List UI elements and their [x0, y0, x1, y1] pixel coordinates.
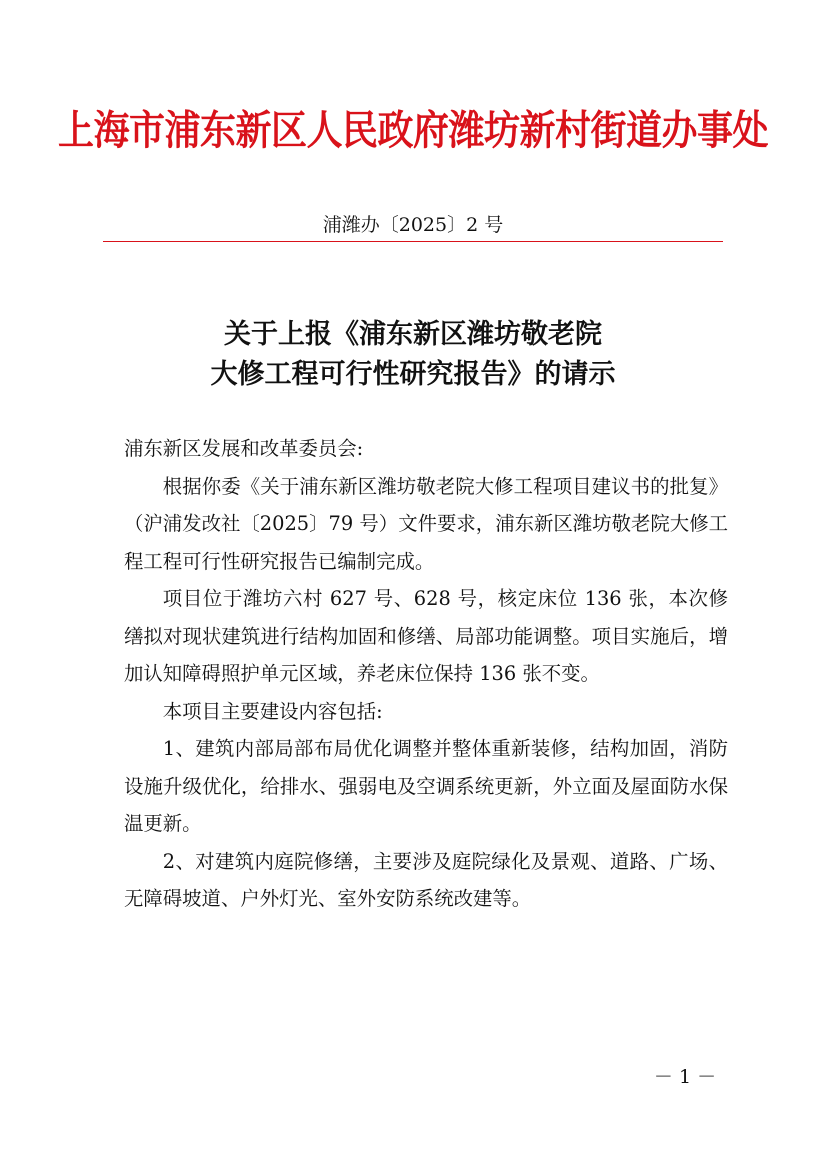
issuing-organization-header: 上海市浦东新区人民政府潍坊新村街道办事处: [57, 107, 768, 155]
red-separator-line: [103, 241, 723, 242]
title-line-1: 关于上报《浦东新区潍坊敬老院: [224, 319, 602, 350]
title-line-2: 大修工程可行性研究报告》的请示: [210, 359, 616, 390]
document-title: [0, 315, 826, 395]
body-paragraph-3: 本项目主要建设内容包括:: [162, 699, 383, 723]
body-paragraph-1: 根据你委《关于浦东新区潍坊敬老院大修工程项目建议书的批复》（沪浦发改社〔2025〕79 号）文件要求，浦东新区潍坊敬老院大修工程工程可行性研究报告已编制完成。: [124, 474, 728, 573]
body-paragraph-5: 2、对建筑内庭院修缮，主要涉及庭院绿化及景观、道路、广场、无障碍坡道、户外灯光、室外安防系统改建等。: [124, 849, 728, 910]
body-paragraph-4: 1、建筑内部局部布局优化调整并整体重新装修，结构加固，消防设施升级优化，给排水、强弱电及空调系统更新，外立面及屋面防水保温更新。: [124, 737, 728, 835]
salutation: 浦东新区发展和改革委员会:: [124, 437, 364, 460]
page-number: － 1 －: [653, 1066, 717, 1088]
document-body: [124, 430, 728, 918]
body-paragraph-2: 项目位于潍坊六村 627 号、628 号，核定床位 136 张，本次修缮拟对现状建筑进行结构加固和修缮、局部功能调整。项目实施后，增加认知障碍照护单元区域，养老床位保持 136 张不变。: [124, 587, 728, 685]
document-number: 浦潍办〔2025〕2 号: [322, 214, 504, 236]
